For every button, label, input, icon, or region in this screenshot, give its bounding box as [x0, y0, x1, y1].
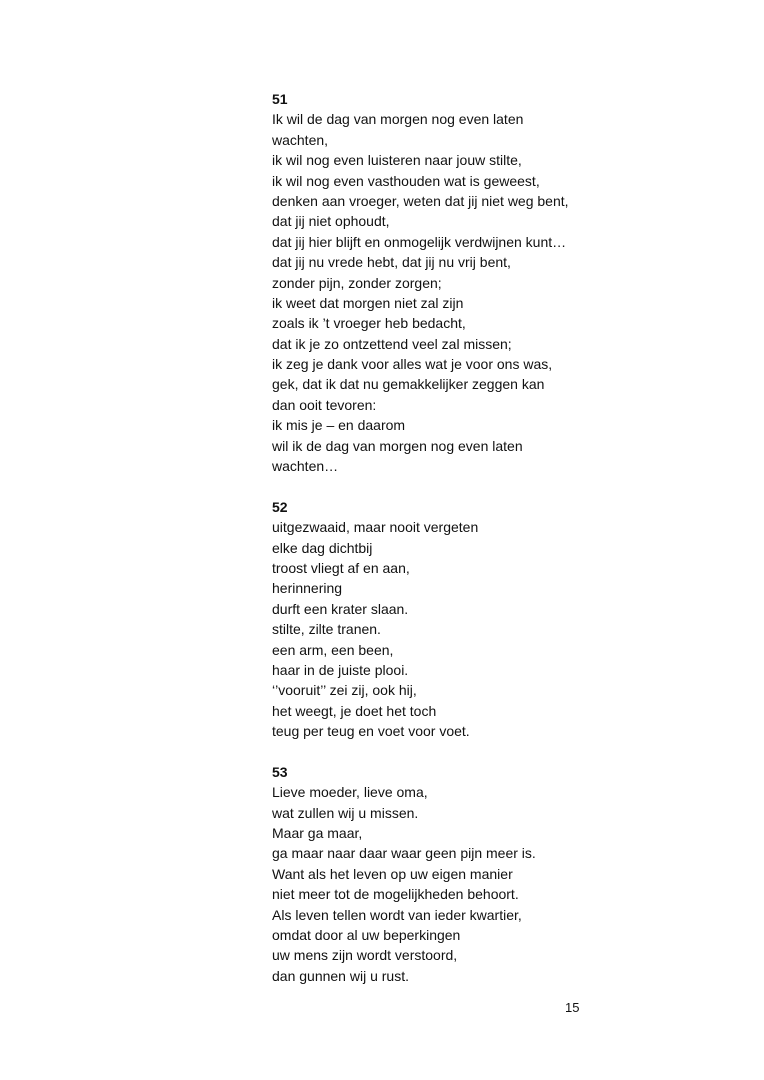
poem-line: gek, dat ik dat nu gemakkelijker zeggen kan: [272, 376, 545, 393]
poem-line: ‘’vooruit’’ zei zij, ook hij,: [272, 682, 417, 699]
poem-line: ik wil nog even luisteren naar jouw stilte,: [272, 152, 522, 169]
poem-line: wachten,: [272, 131, 329, 148]
poem-line: dan ooit tevoren:: [272, 396, 377, 413]
poem-line: durft een krater slaan.: [272, 600, 409, 617]
poem-block: [272, 762, 612, 986]
poem-line: uw mens zijn wordt verstoord,: [272, 947, 458, 964]
page-number: 15: [565, 1000, 580, 1015]
poem-line: dat jij niet ophoudt,: [272, 213, 390, 230]
poem-line: herinnering: [272, 580, 343, 597]
poem-line: denken aan vroeger, weten dat jij niet weg bent,: [272, 192, 569, 209]
poem-line: wil ik de dag van morgen nog even laten: [272, 437, 523, 454]
poem-line: ik mis je – en daarom: [272, 417, 406, 434]
poem-number: 52: [272, 498, 288, 515]
poem-block: [272, 497, 612, 742]
poem-number: 53: [272, 763, 288, 780]
poem-line: ga maar naar daar waar geen pijn meer is.: [272, 845, 536, 862]
poem-line: elke dag dichtbij: [272, 539, 373, 556]
poem-block: [272, 89, 612, 476]
poem-line: niet meer tot de mogelijkheden behoort.: [272, 886, 519, 903]
poem-line: omdat door al uw beperkingen: [272, 927, 461, 944]
poem-line: stilte, zilte tranen.: [272, 621, 381, 638]
poem-line: wachten…: [272, 458, 339, 475]
poem-line: dat jij hier blijft en onmogelijk verdwijnen kunt…: [272, 233, 567, 250]
poem-line: Als leven tellen wordt van ieder kwartier,: [272, 906, 522, 923]
poem-line: troost vliegt af en aan,: [272, 559, 410, 576]
poem-line: dat ik je zo ontzettend veel zal missen;: [272, 335, 512, 352]
poem-line: haar in de juiste plooi.: [272, 661, 409, 678]
poem-line: ik zeg je dank voor alles wat je voor ons was,: [272, 356, 553, 373]
poem-line: het weegt, je doet het toch: [272, 702, 437, 719]
poem-line: teug per teug en voet voor voet.: [272, 723, 470, 740]
poem-line: ik wil nog even vasthouden wat is geweest,: [272, 172, 540, 189]
poem-list: [272, 89, 612, 986]
poem-line: Want als het leven op uw eigen manier: [272, 865, 513, 882]
poem-number: 51: [272, 91, 288, 107]
poem-line: Maar ga maar,: [272, 825, 363, 842]
poem-line: ik weet dat morgen niet zal zijn: [272, 294, 464, 311]
poem-line: dan gunnen wij u rust.: [272, 967, 409, 984]
poem-line: zoals ik ’t vroeger heb bedacht,: [272, 315, 466, 332]
poem-line: Ik wil de dag van morgen nog even laten: [272, 111, 524, 128]
poem-separator: [272, 476, 612, 496]
poem-line: dat jij nu vrede hebt, dat jij nu vrij bent,: [272, 254, 511, 271]
poem-line: een arm, een been,: [272, 641, 394, 658]
poem-separator: [272, 742, 612, 762]
poem-line: uitgezwaaid, maar nooit vergeten: [272, 519, 479, 536]
poem-line: zonder pijn, zonder zorgen;: [272, 274, 442, 291]
poem-line: wat zullen wij u missen.: [272, 804, 419, 821]
poem-line: Lieve moeder, lieve oma,: [272, 784, 428, 801]
